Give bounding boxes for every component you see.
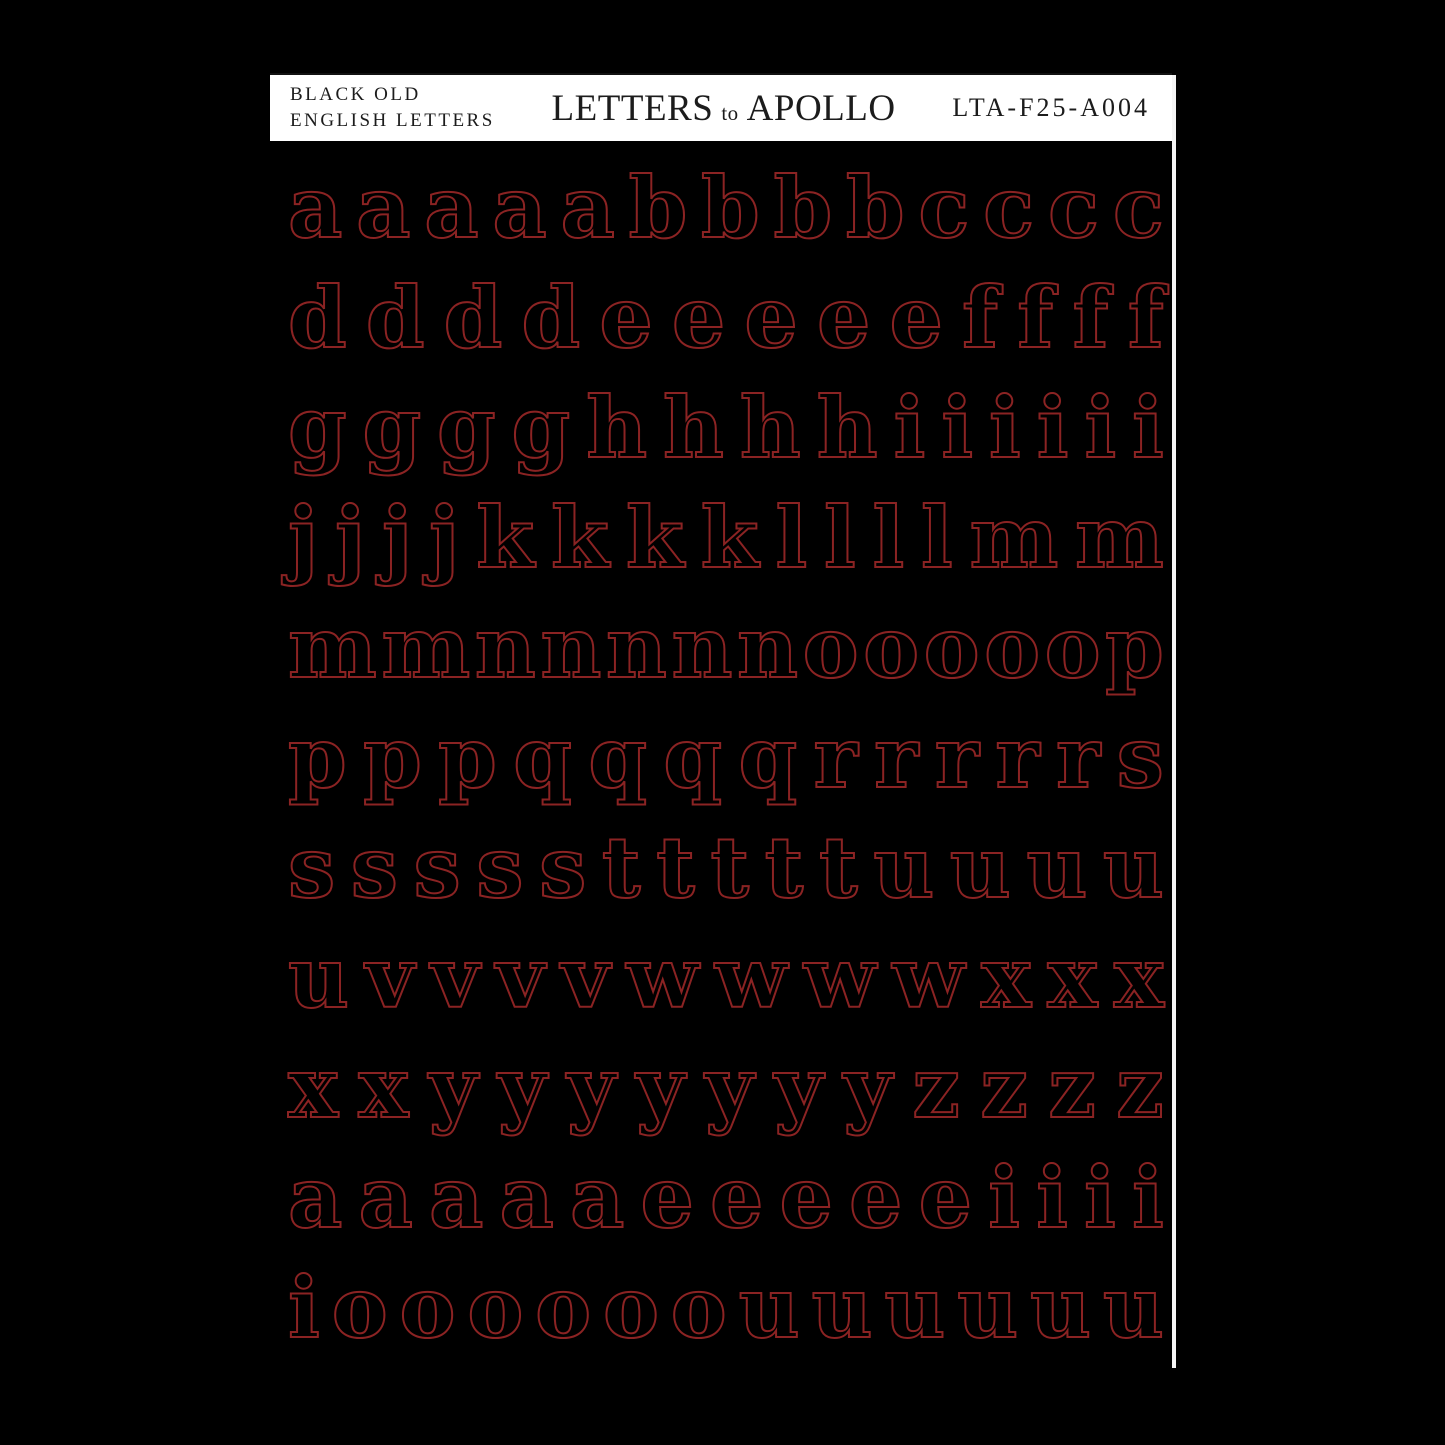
letter-sticker-r: r (1055, 708, 1101, 807)
letter-sticker-c: c (983, 158, 1035, 257)
letter-row (288, 1038, 1164, 1138)
letter-sticker-i: i (893, 378, 926, 477)
letter-sticker-d: d (365, 268, 425, 367)
letter-sticker-w: w (803, 928, 876, 1027)
letter-row (288, 708, 1164, 808)
letter-sticker-h: h (739, 378, 801, 477)
letter-sticker-i: i (988, 378, 1021, 477)
letter-sticker-i: i (1036, 1148, 1068, 1247)
letter-sticker-v: v (561, 928, 610, 1027)
letter-sticker-u: u (949, 818, 1011, 917)
letter-sticker-b: b (701, 158, 760, 257)
letter-sticker-r: r (874, 708, 919, 807)
letter-row (288, 928, 1164, 1028)
letter-sticker-g: g (511, 378, 571, 477)
letter-sticker-w: w (892, 928, 965, 1027)
letter-sticker-x: x (358, 1038, 409, 1137)
letter-sticker-s: s (1116, 708, 1164, 807)
letter-sticker-o: o (923, 598, 980, 697)
letter-sticker-s: s (350, 818, 399, 917)
letter-sticker-u: u (957, 1258, 1019, 1357)
letter-sticker-u: u (1102, 1258, 1164, 1357)
letter-sticker-a: a (288, 158, 343, 257)
letter-sticker-l: l (872, 488, 905, 587)
letter-sticker-k: k (700, 488, 759, 587)
letter-sticker-o: o (863, 598, 920, 697)
letter-sticker-o: o (602, 1258, 659, 1357)
letter-row (288, 378, 1164, 478)
letter-sticker-z: z (980, 1038, 1028, 1137)
letter-sticker-a: a (429, 1148, 484, 1247)
letter-sticker-i: i (1084, 1148, 1116, 1247)
letter-sticker-f: f (1072, 268, 1109, 367)
letter-sticker-e: e (779, 1148, 833, 1247)
letter-sticker-k: k (550, 488, 610, 587)
sheet-edge-highlight (1172, 75, 1176, 1368)
letter-sticker-n: n (605, 598, 667, 697)
letter-grid (288, 158, 1164, 1358)
letter-sticker-g: g (288, 378, 347, 477)
letter-sticker-r: r (934, 708, 980, 807)
letter-sticker-y: y (428, 1038, 478, 1137)
letter-sticker-x: x (288, 1038, 339, 1137)
letter-sticker-z: z (1116, 1038, 1164, 1137)
letter-sticker-j: j (288, 488, 319, 587)
letter-sticker-b: b (628, 158, 688, 257)
letter-sticker-e: e (849, 1148, 903, 1247)
letter-sticker-a: a (492, 158, 547, 257)
letter-sticker-i: i (1132, 1148, 1164, 1247)
letter-row (288, 598, 1164, 698)
letter-sticker-g: g (362, 378, 422, 477)
letter-sticker-p: p (288, 708, 347, 807)
letter-sticker-o: o (467, 1258, 524, 1357)
letter-sticker-o: o (984, 598, 1041, 697)
letter-sticker-i: i (1132, 378, 1164, 477)
letter-sticker-p: p (438, 708, 497, 807)
letter-sticker-n: n (540, 598, 602, 697)
letter-sticker-n: n (671, 598, 733, 697)
letter-sticker-m: m (288, 598, 377, 697)
letter-sticker-u: u (884, 1258, 946, 1357)
letter-sticker-a: a (560, 158, 615, 257)
letter-sticker-t: t (601, 818, 641, 917)
letter-sticker-h: h (816, 378, 878, 477)
letter-sticker-l: l (823, 488, 856, 587)
letter-sticker-s: s (413, 818, 461, 917)
letter-sticker-j: j (335, 488, 366, 587)
letter-sticker-v: v (365, 928, 415, 1027)
letter-sticker-e: e (710, 1148, 764, 1247)
letter-sticker-q: q (513, 708, 572, 807)
letter-sticker-a: a (288, 1148, 343, 1247)
letter-sticker-o: o (670, 1258, 727, 1357)
letter-sticker-c: c (1112, 158, 1164, 257)
letter-sticker-x: x (980, 928, 1032, 1027)
letter-sticker-t: t (764, 818, 804, 917)
letter-sticker-l: l (775, 488, 808, 587)
brand-word-letters: LETTERS (551, 87, 714, 129)
brand-word-to: to (721, 100, 739, 125)
letter-sticker-y: y (843, 1038, 892, 1137)
letter-sticker-u: u (1102, 818, 1164, 917)
letter-sticker-u: u (873, 818, 935, 917)
letter-sticker-s: s (476, 818, 524, 917)
letter-sticker-e: e (671, 268, 726, 367)
letter-sticker-c: c (918, 158, 970, 257)
letter-sticker-e: e (889, 268, 943, 367)
letter-sticker-q: q (588, 708, 648, 807)
letter-row (288, 818, 1164, 918)
letter-sticker-i: i (288, 1258, 320, 1357)
letter-sticker-k: k (625, 488, 684, 587)
letter-sticker-p: p (1105, 598, 1164, 697)
brand-word-apollo: APOLLO (746, 87, 896, 129)
sku-code: LTA-F25-A004 (952, 93, 1150, 122)
letter-sticker-r: r (813, 708, 858, 807)
letter-sticker-w: w (714, 928, 788, 1027)
letter-sticker-u: u (1030, 1258, 1092, 1357)
letter-sticker-d: d (288, 268, 347, 367)
letter-sticker-u: u (738, 1258, 800, 1357)
letter-sticker-y: y (497, 1038, 547, 1137)
letter-sticker-x: x (1047, 928, 1098, 1027)
letter-sticker-b: b (773, 158, 833, 257)
letter-sticker-a: a (358, 1148, 413, 1247)
letter-sticker-v: v (430, 928, 480, 1027)
letter-sticker-i: i (941, 378, 974, 477)
letter-sticker-p: p (363, 708, 422, 807)
letter-sticker-y: y (566, 1038, 616, 1137)
letter-sticker-k: k (476, 488, 535, 587)
letter-sticker-s: s (539, 818, 587, 917)
letter-sticker-g: g (437, 378, 496, 477)
letter-sticker-f: f (1127, 268, 1164, 367)
letter-sticker-l: l (920, 488, 953, 587)
letter-sticker-o: o (331, 1258, 388, 1357)
letter-sticker-c: c (1048, 158, 1100, 257)
letter-sticker-e: e (599, 268, 653, 367)
letter-sticker-y: y (705, 1038, 754, 1137)
letter-row (288, 488, 1164, 588)
letter-sticker-o: o (1044, 598, 1101, 697)
letter-sticker-e: e (918, 1148, 973, 1247)
letter-sticker-e: e (816, 268, 871, 367)
letter-sticker-n: n (737, 598, 799, 697)
letter-sticker-f: f (962, 268, 999, 367)
letter-sticker-m: m (969, 488, 1059, 587)
letter-sticker-b: b (845, 158, 905, 257)
letter-sticker-f: f (1017, 268, 1054, 367)
product-title-line1: BLACK OLD (290, 84, 421, 106)
letter-sticker-o: o (802, 598, 859, 697)
sheet-header (270, 73, 1172, 141)
letter-sticker-z: z (912, 1038, 960, 1137)
letter-sticker-a: a (356, 158, 411, 257)
letter-sticker-v: v (495, 928, 545, 1027)
letter-sticker-t: t (818, 818, 858, 917)
letter-sticker-t: t (656, 818, 695, 917)
letter-sticker-d: d (521, 268, 581, 367)
letter-sticker-i: i (1084, 378, 1117, 477)
letter-sticker-a: a (570, 1148, 625, 1247)
letter-row (288, 158, 1164, 258)
letter-sticker-z: z (1048, 1038, 1096, 1137)
letter-sticker-m: m (381, 598, 471, 697)
letter-sticker-e: e (744, 268, 798, 367)
letter-sticker-j: j (382, 488, 413, 587)
letter-sticker-i: i (988, 1148, 1020, 1247)
letter-sticker-y: y (774, 1038, 823, 1137)
letter-sticker-o: o (399, 1258, 456, 1357)
letter-sticker-a: a (424, 158, 479, 257)
letter-sticker-q: q (663, 708, 723, 807)
letter-sticker-x: x (1113, 928, 1164, 1027)
letter-row (288, 268, 1164, 368)
letter-sticker-y: y (635, 1038, 685, 1137)
letter-sticker-a: a (499, 1148, 554, 1247)
letter-sticker-j: j (429, 488, 460, 587)
letter-sticker-r: r (995, 708, 1040, 807)
letter-sticker-d: d (443, 268, 503, 367)
letter-sticker-e: e (640, 1148, 694, 1247)
letter-sticker-t: t (710, 818, 750, 917)
letter-sticker-u: u (288, 928, 350, 1027)
product-title (290, 82, 495, 133)
product-title-line2: ENGLISH LETTERS (290, 110, 495, 131)
letter-sticker-w: w (626, 928, 699, 1027)
letter-sticker-s: s (288, 818, 336, 917)
letter-row (288, 1148, 1164, 1248)
letter-sticker-h: h (586, 378, 648, 477)
letter-row (288, 1258, 1164, 1358)
letter-sticker-h: h (662, 378, 724, 477)
brand-logo (552, 87, 896, 130)
letter-sticker-n: n (474, 598, 536, 697)
letter-sticker-u: u (1026, 818, 1088, 917)
letter-sticker-q: q (738, 708, 798, 807)
letter-sticker-o: o (535, 1258, 592, 1357)
letter-sticker-u: u (811, 1258, 873, 1357)
letter-sticker-m: m (1074, 488, 1164, 587)
letter-sticker-i: i (1036, 378, 1069, 477)
